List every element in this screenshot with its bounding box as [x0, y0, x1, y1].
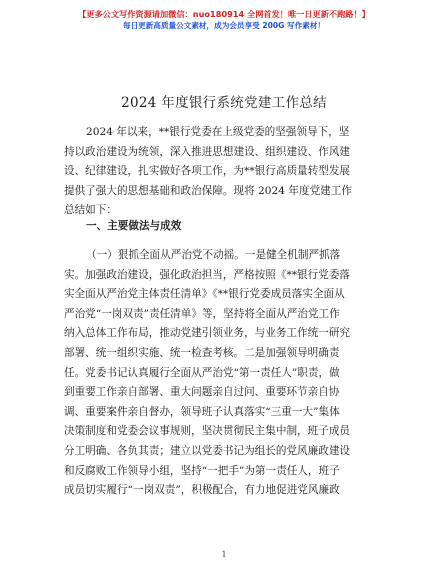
promo-banner-line-1: 【更多公文写作资源请加微信：nuo180914 全网首发！唯一日更新不跑路！】 [78, 9, 370, 19]
intro-line: 提供了强大的思想基础和政治保障。现将 2024 年度党建工作 [64, 184, 352, 197]
intro-line: 总结如下： [64, 204, 117, 217]
body-line: 调、重要案件亲自督办，领导班子认真落实“三重一大”集体 [64, 405, 340, 418]
intro-line: 持以政治建设为统领，深入推进思想建设、组织建设、作风建 [64, 145, 351, 158]
body-line: 部署、统一组织实施、统一检查考核。二是加强领导明确责 [64, 346, 340, 359]
body-line: 成员切实履行“一岗双责”，积极配合，有力地促进党风廉政 [64, 484, 340, 497]
promo-banner [0, 8, 448, 32]
page-number: 1 [221, 550, 227, 559]
body-line: 分工明确、各负其责；建立以党委书记为组长的党风廉政建设 [64, 444, 351, 457]
body-line: 实。加强政治建设，强化政治担当，严格按照《**银行党委落 [64, 268, 351, 281]
body-line: 决策制度和党委会议事规则，坚决贯彻民主集中制，班子成员 [64, 425, 351, 438]
promo-banner-line-2: 每日更新高质量公文素材，成为会员享受 200G 写作素材！ [122, 21, 326, 30]
document-title: 2024 年度银行系统党建工作总结 [121, 95, 327, 111]
body-line: 实全面从严治党主体责任清单》《**银行党委成员落实全面从 [64, 288, 345, 301]
body-line: 任。党委书记认真履行全面从严治党“第一责任人”职责，做 [64, 366, 340, 379]
intro-line: 2024 年以来，**银行党委在上级党委的坚强领导下，坚 [86, 126, 350, 138]
body-line: 和反腐败工作领导小组，坚持“一把手”为第一责任人，班子 [64, 464, 340, 477]
body-line: （一）狠抓全面从严治党不动摇。一是健全机制严抓落 [86, 249, 341, 261]
body-line: 纳入总体工作布局，推动党建引领业务，与业务工作统一研究 [64, 327, 351, 340]
body-paragraph [64, 246, 386, 501]
intro-line: 设、纪律建设，扎实做好各项工作，为**银行高质量转型发展 [64, 165, 351, 178]
intro-paragraph [64, 123, 386, 221]
body-line: 到重要工作亲自部署、重大问题亲自过问、重要环节亲自协 [64, 386, 340, 399]
body-line: 严治党“一岗双责”责任清单》等，坚持将全面从严治党工作 [64, 307, 340, 320]
section-heading: 一、主要做法与成效 [86, 220, 182, 232]
